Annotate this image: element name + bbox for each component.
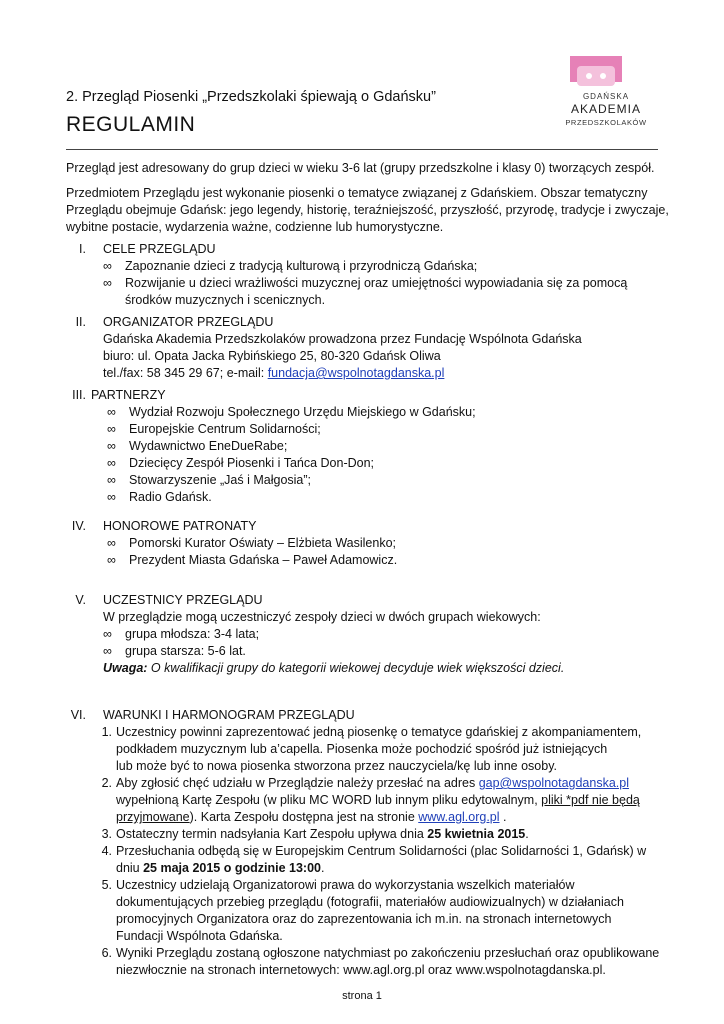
organizer-email-link[interactable]: fundacja@wspolnotagdanska.pl bbox=[267, 366, 445, 380]
intro-paragraph-1: Przegląd jest adresowany do grup dzieci w wieku 3-6 lat (grupy przedszkolne i klasy 0) tworzących zespół. bbox=[66, 161, 655, 175]
section-number: III. bbox=[72, 388, 86, 402]
infinity-bullet-icon: ∞ bbox=[107, 422, 116, 436]
item-continuation: dokumentujących przebieg przeglądu (fotografii, materiałów audiowizualnych) w działaniach bbox=[116, 895, 624, 909]
section-patronaty bbox=[50, 518, 650, 536]
item-continuation: dniu 25 maja 2015 o godzinie 13:00. bbox=[116, 861, 325, 875]
document-title: REGULAMIN bbox=[66, 113, 196, 136]
infinity-bullet-icon: ∞ bbox=[103, 627, 112, 641]
section-uczestnicy bbox=[50, 592, 650, 610]
list-item-continuation: środków muzycznych i scenicznych. bbox=[125, 293, 326, 307]
document-subtitle: 2. Przegląd Piosenki „Przedszkolaki śpiewają o Gdańsku” bbox=[66, 89, 436, 105]
organizer-name: Gdańska Akademia Przedszkolaków prowadzona przez Fundację Wspólnota Gdańska bbox=[103, 332, 582, 346]
item-continuation: wypełnioną Kartę Zespołu (w pliku MC WORD lub innym pliku edytowalnym, pliki *pdf nie będą bbox=[116, 793, 640, 807]
submission-email-link[interactable]: gap@wspolnotagdanska.pl bbox=[478, 776, 629, 790]
item-continuation: przyjmowane). Karta Zespołu dostępna jest na stronie www.agl.org.pl . bbox=[116, 810, 507, 824]
section-heading: ORGANIZATOR PRZEGLĄDU bbox=[103, 315, 274, 329]
deadline-date: 25 kwietnia 2015 bbox=[427, 827, 526, 841]
page-number: strona 1 bbox=[342, 990, 382, 1002]
intro-paragraph-2-line: Przeglądu obejmuje Gdańsk: jego legendy, historię, teraźniejszość, przyszłość, przyrodę, tradycje i zwyczaje, bbox=[66, 203, 669, 217]
item-number: 2. bbox=[101, 776, 112, 790]
item-continuation: Fundacji Wspólnota Gdańska. bbox=[116, 929, 283, 943]
logo-face-icon bbox=[577, 66, 615, 86]
logo-eye-icon bbox=[586, 73, 592, 79]
section-number: II. bbox=[75, 315, 86, 329]
participants-intro: W przeglądzie mogą uczestniczyć zespoły dzieci w dwóch grupach wiekowych: bbox=[103, 610, 541, 624]
header-divider bbox=[66, 149, 658, 150]
item-continuation: podkładem muzycznym lub a’capella. Piosenka może pochodzić spośród już istniejących bbox=[116, 742, 608, 756]
akademia-logo bbox=[560, 56, 652, 136]
infinity-bullet-icon: ∞ bbox=[103, 644, 112, 658]
infinity-bullet-icon: ∞ bbox=[103, 259, 112, 273]
infinity-bullet-icon: ∞ bbox=[107, 553, 116, 567]
section-cele bbox=[50, 241, 650, 259]
infinity-bullet-icon: ∞ bbox=[107, 473, 116, 487]
item-number: 4. bbox=[101, 844, 112, 858]
section-heading: CELE PRZEGLĄDU bbox=[103, 242, 216, 256]
intro-paragraph-2-line: Przedmiotem Przeglądu jest wykonanie piosenki o tematyce związanej z Gdańskiem. Obszar tematyczny bbox=[66, 186, 648, 200]
logo-line-3: PRZEDSZKOLAKÓW bbox=[565, 118, 647, 127]
section-partnerzy bbox=[50, 387, 650, 405]
document-page: 2. Przegląd Piosenki „Przedszkolaki śpiewają o Gdańsku” REGULAMIN GDAŃSKA AKADEMIA PRZEDSZKOLAKÓW Przegląd jest adresowany do grup dzieci w wieku 3-6 lat (grupy przedszkolne i klasy 0) tworzących zespół. Przedmiotem Przeglądu jest wykonanie piosenki o tematyce związanej z Gdańskiem. Obszar tematyczny Przeglądu obejmuje Gdańsk: jego legendy, historię, teraźniejszość, przyszłość, przyrodę, tradycje i zwyczaje, wybitne postacie, wydarzenia ważne, codzienne lub humorystyczne. I. CELE PRZEGLĄDU ∞ Zapoznanie dzieci z tradycją kulturową i przyrodniczą Gdańska; ∞ Rozwijanie u dzieci wrażliwości muzycznej oraz umiejętności wypowiadania się za pomocą środków muzycznych i scenicznych. II. ORGANIZATOR PRZEGLĄDU Gdańska Akademia Przedszkolaków prowadzona przez Fundację Wspólnota Gdańska biuro: ul. Opata Jacka Rybińskiego 25, 80-320 Gdańsk Oliwa tel./fax: 58 345 29 67; e-mail: fundacja@wspolnotagdanska.pl III. PARTNERZY ∞ Wydział Rozwoju Społecznego Urzędu Miejskiego w Gdańsku; ∞ Europejskie Centrum Solidarności; ∞ Wydawnictwo EneDueRabe; ∞ Dziecięcy Zespół Piosenki i Tańca Don-Don; ∞ Stowarzyszenie „Jaś i Małgosia”; ∞ Radio Gdańsk. IV. HONOROWE PATRONATY ∞ Pomorski Kurator Oświaty – Elżbieta Wasilenko; ∞ Prezydent Miasta Gdańska – Paweł Adamowicz. V. UCZESTNICY PRZEGLĄDU W przeglądzie mogą uczestniczyć zespoły dzieci w dwóch grupach wiekowych: ∞ grupa młodsza: 3-4 lata; ∞ grupa starsza: 5-6 lat. Uwaga: O kwalifikacji grupy do kategorii wiekowej decyduje wiek większości dzieci. VI. WARUNKI I HARMONOGRAM PRZEGLĄDU 1. Uczestnicy powinni zaprezentować jedną piosenkę o tematyce gdańskiej z akompaniamentem, podkładem muzycznym lub a’capella. Piosenka może pochodzić spośród już istniejących lub może być to nowa piosenka stworzona przez nauczyciela/kę lub inne osoby. 2. Aby zgłosić chęć udziału w Przeglądzie należy przesłać na adres gap@wspolnotagdanska.pl wypełnioną Kartę Zespołu (w pliku MC WORD lub innym pliku edytowalnym, pliki *pdf nie będą przyjmowane). Karta Zespołu dostępna jest na stronie www.agl.org.pl . 3. Ostateczny termin nadsyłania Kart Zespołu upływa dnia 25 kwietnia 2015. 4. Przesłuchania odbędą się w Europejskim Centrum Solidarności (plac Solidarności 1, Gdańsk) w dniu 25 maja 2015 o godzinie 13:00. 5. Uczestnicy udzielają Organizatorowi prawa do wykorzystania wszelkich materiałów dokumentujących przebieg przeglądu (fotografii, materiałów audiowizualnych) w działaniach promocyjnych Organizatora oraz do zaprezentowania ich m.in. na stronach internetowych Fundacji Wspólnota Gdańska. 6. Wyniki Przeglądu zostaną ogłoszone natychmiast po zakończeniu przesłuchań oraz opublikowane niezwłocznie na stronach internetowych: www.agl.org.pl oraz www.wspolnotagdanska.pl. strona 1 bbox=[0, 0, 724, 1024]
participants-note: Uwaga: O kwalifikacji grupy do kategorii wiekowej decyduje wiek większości dzieci. bbox=[103, 661, 565, 675]
item-number: 1. bbox=[101, 725, 112, 739]
infinity-bullet-icon: ∞ bbox=[107, 405, 116, 419]
section-heading: HONOROWE PATRONATY bbox=[103, 519, 257, 533]
intro-paragraph-2-line: wybitne postacie, wydarzenia ważne, codzienne lub humorystyczne. bbox=[66, 220, 444, 234]
item-number: 3. bbox=[101, 827, 112, 841]
logo-eye-icon bbox=[600, 73, 606, 79]
note-label: Uwaga: bbox=[103, 661, 148, 675]
item-continuation: niezwłocznie na stronach internetowych: www.agl.org.pl oraz www.wspolnotagdanska.pl. bbox=[116, 963, 606, 977]
item-number: 6. bbox=[101, 946, 112, 960]
section-number: I. bbox=[79, 242, 86, 256]
organizer-address: biuro: ul. Opata Jacka Rybińskiego 25, 80-320 Gdańsk Oliwa bbox=[103, 349, 441, 363]
item-continuation: lub może być to nowa piosenka stworzona przez nauczyciela/kę lub inne osoby. bbox=[116, 759, 557, 773]
logo-line-2: AKADEMIA bbox=[570, 102, 641, 116]
organizer-contact: tel./fax: 58 345 29 67; e-mail: fundacja@wspolnotagdanska.pl bbox=[103, 366, 445, 380]
section-heading: WARUNKI I HARMONOGRAM PRZEGLĄDU bbox=[103, 708, 355, 722]
logo-line-1: GDAŃSKA bbox=[582, 92, 630, 101]
item-number: 5. bbox=[101, 878, 112, 892]
section-number: VI. bbox=[70, 708, 86, 722]
audition-date: 25 maja 2015 o godzinie 13:00 bbox=[143, 861, 321, 875]
infinity-bullet-icon: ∞ bbox=[103, 276, 112, 290]
section-heading: UCZESTNICY PRZEGLĄDU bbox=[103, 593, 263, 607]
item-continuation: promocyjnych Organizatora oraz do zaprezentowania ich m.in. na stronach internetowych bbox=[116, 912, 612, 926]
section-heading: PARTNERZY bbox=[91, 388, 166, 402]
infinity-bullet-icon: ∞ bbox=[107, 490, 116, 504]
section-organizator bbox=[50, 314, 650, 332]
infinity-bullet-icon: ∞ bbox=[107, 439, 116, 453]
section-number: V. bbox=[75, 593, 86, 607]
infinity-bullet-icon: ∞ bbox=[107, 536, 116, 550]
infinity-bullet-icon: ∞ bbox=[107, 456, 116, 470]
section-warunki bbox=[50, 707, 650, 725]
pdf-note: pliki *pdf nie będą bbox=[541, 793, 640, 807]
section-number: IV. bbox=[71, 519, 86, 533]
agl-website-link[interactable]: www.agl.org.pl bbox=[418, 810, 500, 824]
